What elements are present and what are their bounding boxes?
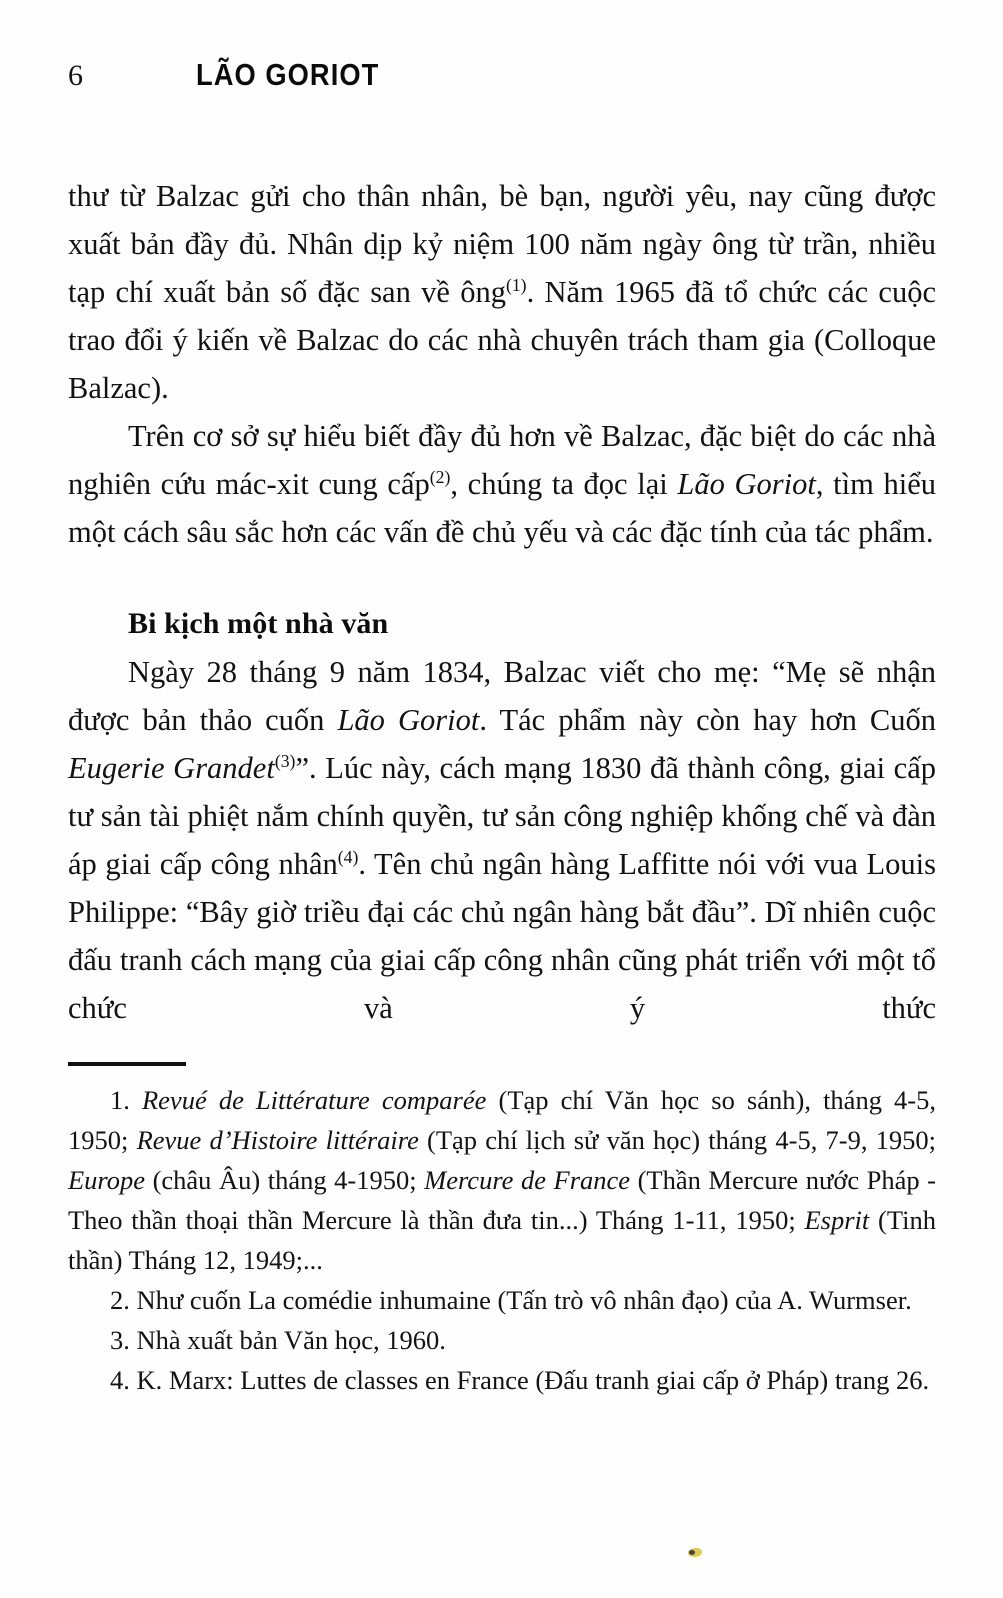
page-number: 6: [68, 59, 83, 92]
footnote-4-number: 4.: [110, 1365, 130, 1395]
footnote-1-italic-a: Revué de Littérature comparée: [141, 1085, 487, 1115]
footnote-2-text: Như cuốn La comédie inhumaine (Tấn trò vô nhân đạo) của A. Wurmser.: [136, 1285, 912, 1315]
paragraph-1-text-b: . Năm 1965 đã tổ chức các cuộc trao đổi ý kiến về Balzac do các nhà chuyên trách tham gia (Colloque Balzac).: [68, 275, 936, 405]
footnote-1: [68, 1080, 936, 1280]
paragraph-3-text-b: . Tác phẩm này còn hay hơn Cuốn: [479, 703, 937, 737]
paragraph-1: [68, 172, 936, 412]
footnote-3-text: Nhà xuất bản Văn học, 1960.: [136, 1325, 446, 1355]
paragraph-2-text-c: , tìm hiểu một cách sâu sắc hơn các vấn đề chủ yếu và các đặc tính của tác phẩm.: [68, 467, 936, 549]
paragraph-2-text-b: , chúng ta đọc lại: [450, 467, 678, 501]
paragraph-3-text-a: Ngày 28 tháng 9 năm 1834, Balzac viết cho mẹ: “Mẹ sẽ nhận được bản thảo cuốn: [68, 655, 936, 737]
running-title: LÃO GORIOT: [196, 57, 380, 92]
footnote-separator-rule: [68, 1062, 186, 1066]
paragraph-3-text-d: . Tên chủ ngân hàng Laffitte nói với vua Louis Philippe: “Bây giờ triều đại các chủ ngân hàng bắt đầu”. Dĩ nhiên cuộc đấu tranh cách mạng của giai cấp công nhân cũng phát triển với một tổ chức và ý thức: [68, 847, 936, 1025]
section-heading: Bi kịch một nhà văn: [128, 607, 389, 640]
footnote-area: [68, 1062, 936, 1400]
scan-artifact-speck: [688, 1548, 702, 1557]
running-head: [68, 56, 936, 100]
footnote-1-italic-d: Mercure de France: [424, 1165, 631, 1195]
text-column: [68, 172, 936, 1032]
footnote-marker-4: (4): [337, 846, 359, 867]
paragraph-3: [68, 648, 936, 1032]
footnote-2-number: 2.: [110, 1285, 130, 1315]
work-title-lao-goriot-2: Lão Goriot: [337, 703, 480, 737]
footnote-1-italic-c: Europe: [68, 1165, 146, 1195]
paragraph-2: [68, 412, 936, 556]
work-title-lao-goriot: Lão Goriot: [677, 467, 816, 501]
footnote-marker-3: (3): [274, 750, 296, 771]
heading-spacer: [68, 556, 936, 600]
footnote-marker-2: (2): [429, 466, 451, 487]
paragraph-1-text-a: thư từ Balzac gửi cho thân nhân, bè bạn, người yêu, nay cũng được xuất bản đầy đủ. Nhân dịp kỷ niệm 100 năm ngày ông từ trần, nhiều tạp chí xuất bản số đặc san về ông: [68, 179, 936, 309]
footnote-marker-1: (1): [505, 274, 527, 295]
paragraph-3-text-c: ”. Lúc này, cách mạng 1830 đã thành công, giai cấp tư sản tài phiệt nắm chính quyền, tư sản công nghiệp khống chế và đàn áp giai cấp công nhân: [68, 751, 936, 881]
footnote-1-text-d: (Thần Mercure nước Pháp - Theo thần thoại thần Mercure là thần đưa tin...) Tháng 1-11, 1950;: [68, 1165, 937, 1235]
footnote-3-number: 3.: [110, 1325, 130, 1355]
paragraph-2-text-a: Trên cơ sở sự hiểu biết đầy đủ hơn về Balzac, đặc biệt do các nhà nghiên cứu mác-xit cung cấp: [68, 419, 936, 501]
footnote-1-text-a: (Tạp chí Văn học so sánh), tháng 4-5, 1950;: [68, 1085, 936, 1155]
work-title-eugerie-grandet: Eugerie Grandet: [68, 751, 275, 785]
footnote-4-text: K. Marx: Luttes de classes en France (Đấu tranh giai cấp ở Pháp) trang 26.: [136, 1365, 930, 1395]
footnote-1-italic-e: Esprit: [804, 1205, 870, 1235]
footnote-4: [68, 1360, 936, 1400]
footnote-1-italic-b: Revue d’Histoire littéraire: [136, 1125, 419, 1155]
footnote-2: [68, 1280, 936, 1320]
footnote-1-number: 1.: [110, 1085, 130, 1115]
footnote-1-text-c: (châu Âu) tháng 4-1950;: [145, 1165, 425, 1195]
footnote-1-text-e: (Tinh thần) Tháng 12, 1949;...: [68, 1205, 936, 1275]
footnote-1-text-b: (Tạp chí lịch sử văn học) tháng 4-5, 7-9, 1950;: [418, 1125, 937, 1155]
footnote-3: [68, 1320, 936, 1360]
